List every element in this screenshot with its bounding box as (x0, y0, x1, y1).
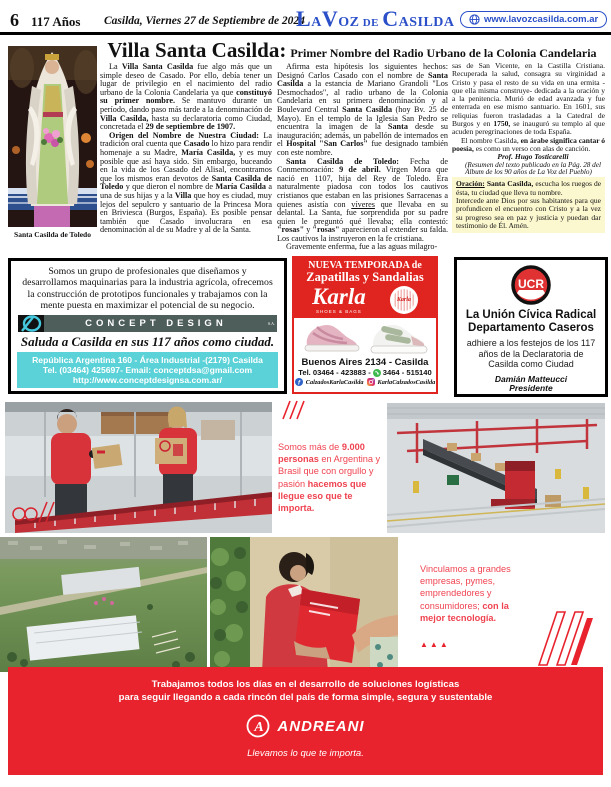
karla-header (294, 258, 436, 318)
karla-badge-icon: Karla (390, 286, 418, 314)
concept-phone-email[interactable]: Tel. (03464) 425697- Email: conceptdsa@gmail.com (42, 364, 253, 375)
concept-contact-box (17, 352, 278, 388)
article-column-1 (100, 63, 272, 254)
website-url[interactable]: www.lavozcasilda.com.ar (484, 14, 599, 25)
white-green-sneaker-image (367, 320, 429, 356)
ucr-body-text: adhiere a los festejos de los 117 años de la Declaratoria de Casilda como Ciudad (466, 338, 596, 369)
instagram-icon (367, 378, 375, 386)
photo-santa-casilda (8, 46, 97, 239)
andreani-wordmark: ANDREANI (277, 717, 365, 735)
masthead (296, 6, 455, 32)
santa-casilda-statue-image (8, 46, 97, 227)
masthead-letter: OZ (338, 15, 360, 30)
masthead-letter: C (382, 6, 399, 31)
andreani-message-1: Somos más de 9.000 personas en Argentina y Brasil que con orgullo y pasión hacemos que llegue eso que te importa. (278, 442, 381, 514)
ad-karla-shoes (292, 256, 438, 394)
ucr-signer-role: Presidente (509, 383, 553, 393)
svg-text:f: f (297, 380, 300, 386)
header-rule (0, 32, 611, 35)
banner-line-2: para seguir llegando a cada rincón del país de forma simple, segura y sustentable (118, 692, 493, 703)
red-slashes-large-icon (527, 604, 595, 666)
paragraph: Gravemente enferma, fue a las aguas milagro- (286, 242, 438, 252)
author-byline: Prof. Hugo Tosticarelli (497, 152, 569, 162)
pink-sneaker-image (301, 321, 361, 355)
source-note: (Resumen del texto publicado en la Pág. 28 del Álbum de los 90 años de La Voz del Pueblo) (465, 160, 601, 177)
karla-facebook-handle[interactable]: CalzadosKarlaCasilda (305, 378, 364, 386)
article-subtitle: Primer Nombre del Radio Urbano de la Colonia Candelaria (290, 46, 597, 60)
cd-monogram-icon (18, 315, 44, 332)
article-column-3 (452, 62, 605, 258)
banner-line-1: Trabajamos todos los días en el desarrollo de soluciones logísticas (151, 679, 460, 690)
andreani-logo (8, 714, 603, 738)
ucr-logo-icon (511, 265, 551, 305)
ad-concept-design (8, 258, 287, 394)
masthead-letter: L (296, 6, 312, 31)
triangle-markers: ▲▲▲ (420, 640, 450, 649)
paragraph: El nombre Casilda, en árabe significa cantar ó poesía, es como un verso con alas de canción. (452, 135, 605, 153)
photo-aerial-logistics-plant (0, 537, 207, 672)
paragraph: sas de San Vicente, en la Castilla Cristiana. Recuperada la salud, consagra su virginidad a Cristo y pasa el resto de su vida en una ermita -que ella misma construye- dedicada a la oración y a la penitencia. Murió de edad avanzada y fue enterrada en ese mismo santuario. En 1601, sus reliquias fueron trasladadas a la Catedral de Burgos y en 1750, se inauguró su templo al que acuden peregrinaciones de toda España. (452, 62, 605, 137)
article-column-2 (277, 63, 448, 254)
ad-concept-text: Somos un grupo de profesionales que diseñamos y desarrollamos maquinarias para la industria agrícola, ofrecemos la construcción de prototipos funcionales y trabajamos con la mente puesta en maximizar el potencial de su negocio. (22, 266, 273, 312)
facebook-icon (295, 378, 303, 386)
whatsapp-icon (373, 369, 381, 377)
andreani-banner (8, 667, 603, 775)
karla-logo: Karla SHOES & BAGS (312, 284, 366, 314)
masthead-letter: DE (359, 17, 383, 29)
ucr-name-line2: Departamento Caseros (468, 321, 594, 334)
karla-promo-line2: Zapatillas y Sandalias (306, 270, 424, 284)
article-title: Villa Santa Casilda: (107, 38, 287, 62)
andreani-message-2: Vinculamos a grandes empresas, pymes, emprendedores y consumidores; con la mejor tecnología. (420, 564, 511, 623)
photo-caption: Santa Casilda de Toledo (14, 230, 91, 239)
karla-address: Buenos Aires 2134 - Casilda (301, 357, 429, 368)
photo-package-delivery (210, 537, 398, 672)
ucr-signer: Damián Matteucci (494, 373, 568, 384)
globe-icon (469, 14, 480, 25)
article-headline (96, 38, 608, 63)
paragraph: La Villa Santa Casilda fue algo más que un simple deseo de Casado. Por ello, debía tener un lugar de privilegio en el nacimiento del radio urbano de la Colonia Candelaria ya que constituyó su primer nombre. Se mantuvo durante un período, dando paso más tarde a la denominación de Villa Casilda, hasta su declaratoria como Ciudad, concretada el 29 de septiembre de 1907. (100, 63, 272, 132)
edition-date: Casilda, Viernes 27 de Septiembre de 2024 (104, 15, 305, 27)
masthead-letter: A (311, 15, 322, 30)
photo-warehouse-workers (5, 402, 272, 533)
karla-shoes-photos (294, 318, 436, 358)
ad-ucr (454, 257, 608, 397)
andreani-tagline: Llevamos lo que te importa. (247, 748, 364, 759)
karla-promo-line1: NUEVA TEMPORADA de (308, 260, 422, 271)
prayer-paragraph: Intercede ante Dios por sus habitantes para que profundicen el encuentro con Cristo y a la vez su progreso sea en paz y justicia y puedan dar testimonio de Él. Amén. (456, 195, 601, 230)
anniversary-label: 117 Años (31, 14, 81, 29)
paragraph: Origen del Nombre de Nuestra Ciudad: La tradición oral cuenta que Casado lo hizo para rendir homenaje a su Madre, María Casilda, y es muy posible que así haya sido. Sin embargo, buceando en la vida de los Casado del Alisal, encontramos que los mismos eran devotos de Santa Casilda de Toledo y que dieron el nombre de María Casilda a una de sus hijas y a la Villa que hoy es ciudad, muy lejos del sepulcro y santuario de la Princesa Mora en Briviesca (Burgos, España). Es posible pensar también que Casado involucrara en esa denominación al de su Madre y al de la Santa. (100, 130, 272, 235)
masthead-letter: V (321, 6, 339, 31)
paragraph: Afirma esta hipótesis los siguientes hechos: Designó Carlos Casado con el nombre de Santa Casilda a la estancia de Mariano Grandoli "Los Desmochados", al radio urbano de la Colonia Candelaria en su primera denominación y al Boulevard Central Santa Casilda (hoy Bv. 25 de Mayo). En el templo de la Iglesia San Pedro se encuentra la imagen de la Santa desde su inauguración; además, un pabellón de internados en el Hospital "San Carlos" fue designado también con este nombre. (277, 63, 448, 157)
concept-greeting: Saluda a Casilda en sus 117 años como ciudad. (20, 333, 275, 349)
karla-whatsapp-number: 3464 - 515140 (382, 368, 432, 377)
concept-sa-label: S.A. (268, 315, 277, 332)
andreani-circle-a-icon (246, 714, 270, 738)
paragraph: Santa Casilda de Toledo: Fecha de Conmemoración: 9 de abril. Virgen Mora que nació en 1107, hija del Rey de Toledo. Era naturalmente piadosa con todos los cautivos cristianos que estaban en las prisiones Sarracenas a quienes asistía con víveres que llevaba en su delantal. La Santa, fue sorprendida por su padre quien le preguntó qué llevaba; ella contestó: "rosas" y "rosas" aparecieron al extender su falda. Los cautivos la instruyeron en la fe cristiana. (277, 156, 448, 243)
karla-logo-subtitle: SHOES & BAGS (316, 309, 362, 314)
karla-phone: Tel. 03464 - 423883 - (298, 368, 371, 377)
karla-instagram-handle[interactable]: KarlaCalzadosCasilda (377, 378, 436, 386)
prayer-box (452, 177, 605, 233)
red-slashes-small-icon (282, 400, 306, 420)
concept-website[interactable]: http://www.conceptdesignsa.com.ar/ (72, 374, 223, 385)
concept-design-logo (18, 315, 277, 332)
photo-warehouse-interior (387, 403, 605, 533)
svg-text:UCR: UCR (518, 277, 544, 291)
prayer-paragraph: Oración: Santa Casilda, escucha los ruegos de ésta, tu ciudad que lleva tu nombre. (456, 179, 602, 197)
masthead-letter: ASILDA (398, 15, 455, 30)
page-number: 6 (10, 10, 19, 30)
concept-design-wordmark: CONCEPT DESIGN (44, 315, 268, 332)
website-pill[interactable] (460, 11, 607, 30)
svg-text:A: A (254, 720, 265, 735)
ucr-name-line1: La Unión Cívica Radical (465, 309, 597, 321)
concept-address: República Argentina 160 - Área Industrial -(2179) Casilda (32, 354, 263, 365)
